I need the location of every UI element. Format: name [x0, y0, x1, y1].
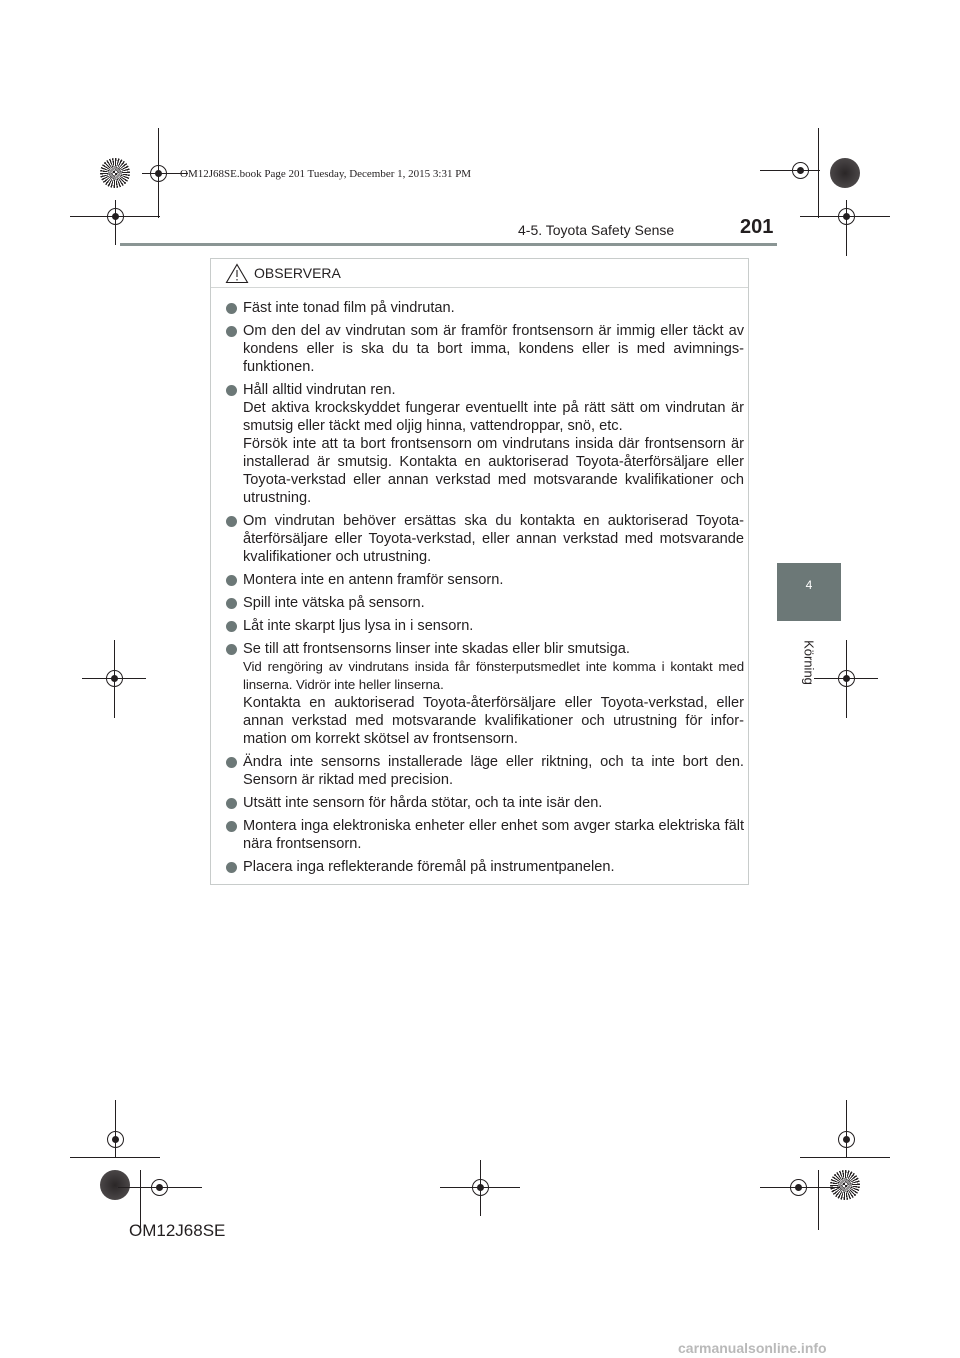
notice-item-text: Utsätt inte sensorn för hårda stötar, och ta inte isär den. [243, 795, 603, 811]
bullet-dot-icon [226, 644, 237, 655]
notice-item-text: Låt inte skarpt ljus lysa in i sensorn. [243, 618, 474, 634]
notice-item-text: Montera inte en antenn framför sensorn. [243, 572, 504, 588]
notice-title: OBSERVERA [254, 265, 341, 281]
notice-item-text: Kontakta en auktoriserad Toyota-återförsäljare eller Toyota-verkstad, eller annan verkstad med motsvarande kvalifikationer och utrustning för infor-mation om korrekt skötsel av frontsensorn. [243, 695, 744, 747]
chapter-tab [777, 563, 841, 621]
bullet-dot-icon [226, 598, 237, 609]
crop-mark-bottom-right-a [760, 1170, 840, 1230]
notice-item-text: Håll alltid vindrutan ren. [243, 382, 396, 398]
bullet-dot-icon [226, 798, 237, 809]
crop-mark-bottom-center [440, 1160, 520, 1216]
header-rule [120, 243, 777, 246]
notice-item [226, 594, 744, 612]
bullet-dot-icon [226, 385, 237, 396]
notice-item-text: Ändra inte sensorns installerade läge eller riktning, och ta inte bort den. Sensorn är riktad med precision. [243, 754, 744, 788]
notice-item-text: Om vindrutan behöver ersättas ska du kontakta en auktoriserad Toyota-återförsäljare eller Toyota-verkstad, eller annan verkstad med motsvarande kvalifikationer och utrustning. [243, 513, 744, 565]
section-title: 4-5. Toyota Safety Sense [518, 222, 675, 238]
notice-item-text: Placera inga reflekterande föremål på instrumentpanelen. [243, 859, 615, 875]
crop-mark-bottom-right-b [800, 1100, 890, 1158]
notice-item [226, 858, 744, 876]
crop-mark-bottom-left-a [70, 1100, 160, 1158]
notice-item [226, 571, 744, 589]
warning-triangle-icon [225, 263, 249, 284]
notice-list [226, 299, 744, 881]
notice-item [226, 640, 744, 748]
bullet-dot-icon [226, 303, 237, 314]
bullet-dot-icon [226, 621, 237, 632]
notice-item-text: Om den del av vindrutan som är framför frontsensorn är immig eller täckt av kondens eller is ska du ta bort imma, kondens eller is med avimnings-funktionen. [243, 323, 744, 375]
crop-mark-top-left-b [70, 200, 160, 245]
bullet-dot-icon [226, 326, 237, 337]
book-info-line: OM12J68SE.book Page 201 Tuesday, December 1, 2015 3:31 PM [180, 168, 472, 180]
notice-item-text: Montera inga elektroniska enheter eller enhet som avger starka elektriska fält nära frontsensorn. [243, 818, 744, 852]
page-number: 201 [740, 216, 774, 238]
notice-item-text: Försök inte att ta bort frontsensorn om vindrutans insida där frontsensorn är installerad är smutsig. Kontakta en auktoriserad Toyota-återförsäljare eller Toyota-verkstad eller annan verkstad med motsvarande kvalifikationer och utrustning. [243, 436, 744, 506]
watermark: carmanualsonline.info [678, 1340, 827, 1356]
crop-mark-mid-right [814, 640, 878, 718]
notice-header [211, 259, 748, 288]
chapter-number: 4 [805, 578, 813, 592]
registration-sunburst-top-left [100, 158, 130, 188]
crop-mark-mid-left [82, 640, 146, 718]
bullet-dot-icon [226, 821, 237, 832]
notice-box [210, 258, 749, 885]
crop-mark-top-right-b [800, 200, 890, 256]
notice-item [226, 381, 744, 507]
notice-item [226, 322, 744, 376]
notice-item [226, 753, 744, 789]
notice-item [226, 817, 744, 853]
notice-item-text: Fäst inte tonad film på vindrutan. [243, 300, 455, 316]
bullet-dot-icon [226, 575, 237, 586]
notice-item-text: Se till att frontsensorns linser inte skadas eller blir smutsiga. [243, 641, 630, 657]
notice-item-text: Spill inte vätska på sensorn. [243, 595, 425, 611]
notice-item [226, 299, 744, 317]
notice-item-text: Vid rengöring av vindrutans insida får fönsterputsmedlet inte komma i kontakt med linserna. Vidrör inte heller linserna. [243, 659, 744, 692]
notice-item [226, 512, 744, 566]
notice-item [226, 794, 744, 812]
notice-item [226, 617, 744, 635]
bullet-dot-icon [226, 516, 237, 527]
bullet-dot-icon [226, 757, 237, 768]
bullet-dot-icon [226, 862, 237, 873]
chapter-label: Körning [801, 640, 817, 685]
notice-item-text: Det aktiva krockskyddet fungerar eventuellt inte på rätt sätt om vindrutan är smutsig eller täckt med oljig hinna, vattendroppar, snö, etc. [243, 400, 744, 434]
document-code: OM12J68SE [129, 1221, 226, 1240]
registration-solid-top-right [830, 158, 860, 188]
